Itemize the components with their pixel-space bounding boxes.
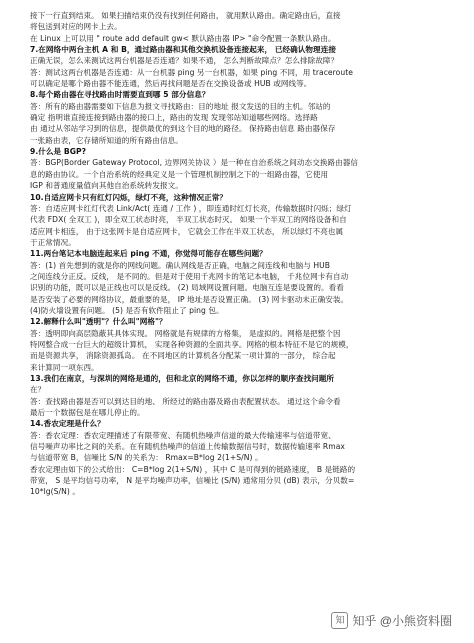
text-line: 答：所有的路由器需要如下信息为报文寻找路由：目的地址 报文发送的目的主机。邻站的 [30,101,331,111]
text-line: 答：透明即向高层隐蔽其具体实现。 网格就是有规律的方格集， 是虚拟的。网格是把整个因 [30,328,341,338]
text-line: 特网整合成一台巨大的超级计算机， 实现各种资源的全面共享。网格的根本特征不是它的规模， [30,339,354,349]
watermark [331,612,452,629]
document-body [30,10,456,498]
text-line: 代表 FDX( 全双工 )，即全双工状态时亮， 半双工状态时灭。 如果一个半双工的网络设备和自 [30,215,347,225]
text-line: 10*lg(S/N) 。 [30,487,80,497]
text-line: 在？ [30,385,46,395]
text-line: 11.两台笔记本电脑连起来后 ping 不通，你觉得可能存在哪些问题？ [30,249,267,259]
text-line: 之间连线分正反。反线， 是不同的。但是对于使用千兆网卡的笔记本电脑， 千兆位网卡有自动 [30,271,349,281]
text-line: 确定 指明谁直接连接到路由器的接口上，路由的发现 发现邻站知道哪些网络。选择路 [30,113,318,123]
text-line: 10.自适应网卡只有红灯闪烁，绿灯不亮，这种情况正常？ [30,192,228,202]
text-line: 14.香农定理是什么？ [30,419,105,429]
text-line: 12.解释什么叫"透明"？什么叫"网格"？ [30,317,167,327]
text-line: 识别的功能，既可以是正线也可以是反线。 (2) 局域网设置问题。电脑互连是要设置的。看看 [30,283,344,293]
text-line: 答：BGP(Border Gateway Protocol, 边界网关协议 ）是一种在自治系统之间动态交换路由器信 [30,158,359,168]
text-line: 是否安装了必要的网络协议，最重要的是， IP 地址是否设置正确。 (3) 网卡驱动未正确安装。 [30,294,349,304]
text-line: 息的路由协议。一个自治系统的经典定义是一个管理机制控制之下的一组路由器，它使用 [30,169,329,179]
text-line: 由 通过从邻站学习到的信息，提供最优的到这个目的地的路径。 保持路由信息 路由器保存 [30,124,336,134]
text-line: 于正常情况。 [30,237,76,247]
text-line: IGP 和普通度量值向其他自治系统转发报文。 [30,181,183,191]
text-line: 适应网卡相连， 由于这张网卡是自适应网卡， 它就会工作在半双工状态， 所以绿灯不亮也属 [30,226,344,236]
text-line: 一张路由表，它存储所知道的所有路由信息。 [30,135,183,145]
text-line: 可以确定是哪个路由器不能连通，然后再找问题是否在交换设备或 HUB 或网线等。 [30,79,312,89]
text-line: 13.我们在南京，与深圳的网络是通的，但和北京的网络不通，你以怎样的顺序查找问题所 [30,374,335,383]
zhihu-logo-icon: 知 [331,612,348,629]
text-line: 带宽， S 是平均信号功率， N 是平均噪声功率，信噪比 (S/N) 通常用分贝 (dB) 表示，分贝数= [30,476,355,486]
text-line: 答：自适应网卡红灯代表 Link/Act( 连通 / 工作 ) ，即连通时红灯长亮，传输数据时闪烁；绿灯 [30,203,352,213]
text-line: 正确无误，怎么来测试这两台机器是否连通？如果不通， 怎么判断故障点？怎么排除故障？ [30,56,339,66]
text-line: 信号噪声功率比之间的关系。在有随机热噪声的信道上传输数据信号时，数据传输速率 Rmax [30,442,345,452]
text-line: 与信道带宽 B，信噪比 S/N 的关系为： Rmax=B*log 2(1+S/N) 。 [30,453,263,463]
text-line: 在 Linux 上可以用 " route add default gw< 默认路由器 IP> "命令配置一条默认路由。 [30,33,336,43]
text-line: 答：(1) 首先想到的就是你的网线问题。确认网线是否正确，电脑之间连线和电脑与 HUB [30,260,330,270]
text-line: 来计算同一项东西。 [30,362,99,372]
text-line: 9.什么是 BGP? [30,147,87,157]
text-line: 香农定理由如下的公式给出： C=B*log 2(1+S/N) ，其中 C 是可得到的链路速度， B 是链路的 [30,464,356,474]
text-line: (4)防火墙设置有问题。 (5) 是否有软件阻止了 ping 包。 [30,305,224,315]
text-line: 答：查找路由器是否可以到达目的地、 所经过的路由器及路由表配置状态。 通过这个命令看 [30,396,341,406]
text-line: 8.每个路由器在寻找路由时需要直到哪 5 部分信息？ [30,90,210,100]
text-line: 接下一行直到结束。 如果扫描结束仍没有找到任何路由， 就用默认路由。确定路由后，直接 [30,11,341,20]
text-line: 将包送到对应的网卡上去。 [30,22,122,32]
watermark-text: 知乎 @小熊资料圈 [352,614,452,628]
text-line: 最后一个数据包是在哪儿停止的。 [30,408,145,418]
text-line: 答：测试这两台机器是否连通：从一台机器 ping 另一台机器，如果 ping 不同，用 traceroute [30,67,353,77]
text-line: 而是资源共享， 消除资源孤岛。 在不同地区的计算机各分配某一项计算的一部分， 综合起 [30,351,336,361]
text-line: 答：香农定理：香农定理描述了有限带宽、有随机热噪声信道的最大传输速率与信道带宽、 [30,430,336,440]
text-line: 7.在网络中两台主机 A 和 B，通过路由器和其他交换机设备连接起来， 已经确认物理连接 [30,45,336,55]
